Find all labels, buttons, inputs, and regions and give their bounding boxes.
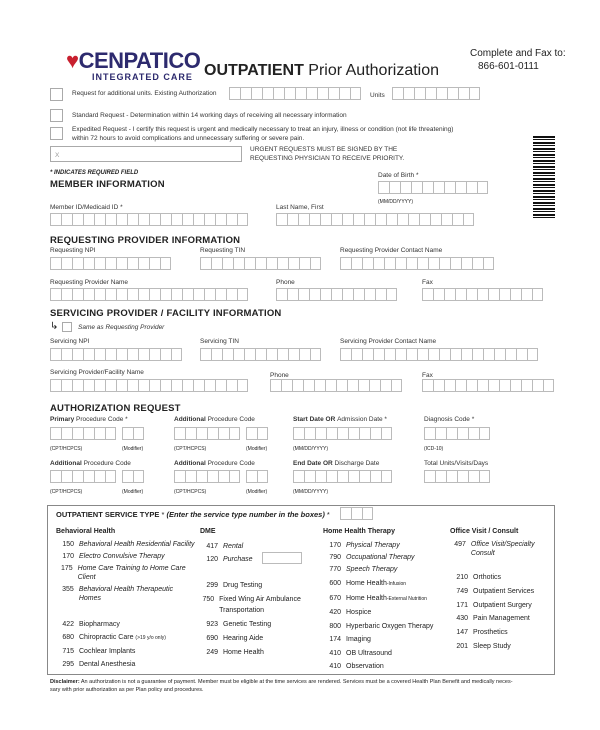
requesting-contact-input[interactable] [340, 257, 494, 270]
service-type-heading: OUTPATIENT SERVICE TYPE * (Enter the service type number in the boxes) * [56, 510, 330, 519]
office-item-consult: 497 Office Visit/Specialty Consult [454, 541, 535, 557]
additional-proc-label-2: Additional Procedure Code [50, 460, 131, 467]
end-date-input[interactable] [293, 470, 392, 483]
signature-field[interactable]: X [50, 146, 242, 162]
servicing-contact-input[interactable] [340, 348, 538, 361]
expedited-request-label: Expedited Request - I certify this request is urgent and medically necessary to treat an injury, illness or condition (not life threatening) [72, 126, 454, 133]
page-title: OUTPATIENT Prior Authorization [204, 62, 440, 79]
total-units-input[interactable] [424, 470, 490, 483]
dob-format: (MM/DD/YYYY) [378, 199, 413, 205]
office-title: Office Visit / Consult [450, 528, 519, 535]
logo [66, 48, 200, 74]
additional-proc-input-2[interactable] [50, 470, 116, 483]
purchase-input[interactable] [262, 552, 302, 564]
dme-list: 417 Rental 120 Purchase [206, 543, 253, 563]
start-date-format: (MM/DD/YYYY) [293, 446, 328, 452]
requesting-phone-input[interactable] [276, 288, 397, 301]
service-type-input[interactable] [340, 507, 373, 520]
servicing-name-input[interactable] [50, 379, 248, 392]
heart-icon: ♥ [66, 48, 79, 73]
additional-proc-input[interactable] [174, 427, 240, 440]
requesting-npi-input[interactable] [50, 257, 171, 270]
fax-label: Complete and Fax to: [470, 48, 566, 59]
behavioral-title: Behavioral Health [56, 528, 116, 535]
auth-heading: AUTHORIZATION REQUEST [50, 403, 181, 414]
additional-proc-label-3: Additional Procedure Code [174, 460, 255, 467]
total-units-label: Total Units/Visits/Days [424, 460, 489, 467]
primary-proc-label: Primary Procedure Code * [50, 416, 128, 423]
additional-modifier-hint-3: (Modifier) [246, 489, 268, 495]
requesting-phone-label: Phone [276, 279, 295, 286]
additional-units-label: Request for additional units. Existing Authorization [72, 90, 217, 97]
member-heading: MEMBER INFORMATION [50, 179, 165, 190]
logo-text: CENPATICO [78, 48, 201, 73]
requesting-name-input[interactable] [50, 288, 248, 301]
primary-proc-input[interactable] [50, 427, 116, 440]
urgent-note-2: REQUESTING PHYSICIAN TO RECEIVE PRIORITY. [250, 155, 405, 162]
additional-modifier-input-2[interactable] [122, 470, 144, 483]
arrow-icon: ↳ [50, 321, 59, 332]
dme-title: DME [200, 528, 216, 535]
primary-modifier-hint: (Modifier) [122, 446, 144, 452]
diagnosis-label: Diagnosis Code * [424, 416, 475, 423]
primary-cpt-hint: (CPT/HCPCS) [50, 446, 83, 452]
additional-proc-input-3[interactable] [174, 470, 240, 483]
servicing-npi-input[interactable] [50, 348, 182, 361]
servicing-phone-input[interactable] [270, 379, 402, 392]
servicing-fax-label: Fax [422, 372, 433, 379]
additional-cpt-hint: (CPT/HCPCS) [174, 446, 207, 452]
barcode [533, 136, 555, 220]
standard-request-checkbox[interactable] [50, 109, 63, 122]
dob-label: Date of Birth * [378, 172, 419, 179]
requesting-fax-input[interactable] [422, 288, 543, 301]
requesting-name-label: Requesting Provider Name [50, 279, 129, 286]
additional-units-checkbox[interactable] [50, 88, 63, 101]
servicing-heading: SERVICING PROVIDER / FACILITY INFORMATION [50, 308, 282, 319]
dob-input[interactable] [378, 181, 488, 194]
member-name-input[interactable] [276, 213, 474, 226]
additional-cpt-hint-3: (CPT/HCPCS) [174, 489, 207, 495]
standard-request-label: Standard Request - Determination within 14 working days of receiving all necessary information [72, 112, 347, 119]
units-label: Units [370, 92, 385, 99]
dme-list-2: 299 Drug Testing 750 Fixed Wing Air Ambulance Transportation 923 Genetic Testing 690 Hearing Aide 249 Home Health [202, 582, 301, 656]
additional-modifier-hint: (Modifier) [246, 446, 268, 452]
units-input[interactable] [392, 87, 480, 100]
hht-title: Home Health Therapy [323, 528, 395, 535]
expedited-request-label-2: within 72 hours to avoid complications and unnecessary suffering or severe pain. [72, 135, 305, 142]
disclaimer: Disclaimer: An authorization is not a guarantee of payment. Member must be eligible at the time services are rendered. Services must be a covered Health Plan Benefit and medically neces- sary with prior authorization as per Plan policy and procedures. [50, 679, 513, 693]
additional-modifier-input-3[interactable] [246, 470, 268, 483]
servicing-contact-label: Servicing Provider Contact Name [340, 338, 437, 345]
servicing-name-label: Servicing Provider/Facility Name [50, 369, 144, 376]
office-list: 210 Orthotics 749 Outpatient Services 171 Outpatient Surgery 430 Pain Management 147 Prosthetics 201 Sleep Study [456, 574, 535, 650]
additional-proc-label: Additional Procedure Code [174, 416, 255, 423]
hht-list: 170 Physical Therapy 790 Occupational Therapy 770 Speech Therapy [329, 542, 415, 573]
member-name-label: Last Name, First [276, 204, 324, 211]
servicing-tin-label: Servicing TIN [200, 338, 239, 345]
start-date-label: Start Date OR Admission Date * [293, 416, 387, 423]
requesting-npi-label: Requesting NPI [50, 247, 96, 254]
same-as-requesting-checkbox[interactable] [62, 322, 72, 332]
requesting-fax-label: Fax [422, 279, 433, 286]
additional-cpt-hint-2: (CPT/HCPCS) [50, 489, 83, 495]
requesting-heading: REQUESTING PROVIDER INFORMATION [50, 235, 241, 246]
servicing-phone-label: Phone [270, 372, 289, 379]
requesting-tin-input[interactable] [200, 257, 321, 270]
end-date-label: End Date OR Discharge Date [293, 460, 380, 467]
additional-modifier-hint-2: (Modifier) [122, 489, 144, 495]
diagnosis-input[interactable] [424, 427, 490, 440]
requesting-contact-label: Requesting Provider Contact Name [340, 247, 443, 254]
existing-auth-input[interactable] [229, 87, 361, 100]
servicing-tin-input[interactable] [200, 348, 321, 361]
required-field-note: * INDICATES REQUIRED FIELD [50, 170, 139, 176]
expedited-request-checkbox[interactable] [50, 127, 63, 140]
servicing-fax-input[interactable] [422, 379, 554, 392]
same-as-requesting-label: Same as Requesting Provider [78, 324, 165, 331]
member-id-label: Member ID/Medicaid ID * [50, 204, 123, 211]
requesting-tin-label: Requesting TIN [200, 247, 246, 254]
hh-list: 600 Home Health-Infusion 670 Home Health-External Nutrition 420 Hospice 800 Hyperbaric Oxygen Therapy 174 Imaging 410 OB Ultrasound 410 Observation [329, 580, 434, 670]
start-date-input[interactable] [293, 427, 392, 440]
misc-services-list: 422 Biopharmacy 680 Chiropractic Care (>19 y/o only) 715 Cochlear Implants 295 Dental Anesthesia [62, 621, 166, 668]
member-id-input[interactable] [50, 213, 248, 226]
end-date-format: (MM/DD/YYYY) [293, 489, 328, 495]
additional-modifier-input[interactable] [246, 427, 268, 440]
diagnosis-hint: (ICD-10) [424, 446, 444, 452]
fax-number: 866-601-0111 [478, 61, 539, 72]
primary-modifier-input[interactable] [122, 427, 144, 440]
urgent-note-1: URGENT REQUESTS MUST BE SIGNED BY THE [250, 146, 398, 153]
servicing-npi-label: Servicing NPI [50, 338, 90, 345]
logo-subtitle: INTEGRATED CARE [92, 72, 193, 82]
behavioral-list: 150 Behavioral Health Residential Facility 170 Electro Convulsive Therapy 175 Home Care Training to Home Care Client 355 Behavioral Health Therapeutic Homes [60, 541, 195, 602]
